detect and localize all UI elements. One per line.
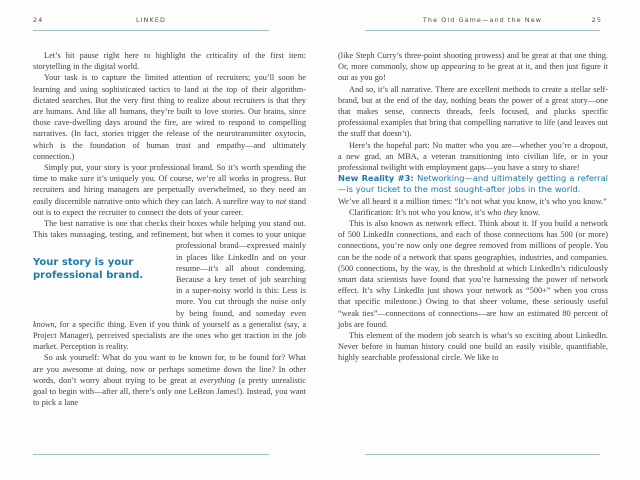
paragraph: Your task is to capture the limited attention of recruiters; you’ll soon be learning and using sophisticated tactics to land at the top of their algorithm-dictated searches. But the very first thing to realize about recruiters is that they are humans. And like all humans, they’re built to love stories. Our brains, since those cave-dwelling days around the fire, are wired to respond to compelling narratives. (In fact, stories trigger the release of the neurotransmitter oxytocin, which is the foundation of human trust and empathy—and ultimately connection.) [33, 73, 306, 161]
paragraph: Let’s hit pause right here to highlight the criticality of the first item: storytelling in the digital world. [33, 51, 306, 72]
header-rule [33, 30, 269, 31]
page-body [338, 50, 608, 364]
paragraph: Here’s the hopeful part: No matter who you are—whether you’re a dropout, a new grad, an MBA, a veteran transitioning into civilian life, or in your professional twilight with employment gaps—you have a story to share! [338, 140, 608, 173]
paragraph: This element of the modern job search is what’s so exciting about LinkedIn. Never before in human history could one build an easily visible, quantifiable, highly searchable professional circle. We like to [338, 331, 608, 363]
paragraph: This is also known as network effect. Think about it. If you build a network of 500 LinkedIn connections, and each of those connections has 500 (or more) connections, you’re now only one degree removed from millions of people. You can be the node of a network that spans geographies, industries, and companies. (500 connections, by the way, is the threshold at which LinkedIn’s ridiculously smart data scientists have found that you’re harnessing the power of network effect. It’s why LinkedIn just shows your network as “500+” when you cross that specific milestone.) Owing to that sheer volume, these seriously useful “weak ties”—connections of connections—are how an estimated 80 percent of jobs are found. [338, 219, 608, 329]
paragraph: Clarification: It’s not who you know, it’s who they know. [349, 207, 540, 217]
page-number: 24 [33, 16, 44, 24]
book-page-left [33, 0, 306, 480]
paragraph: We’ve all heard it a million times: “It’s not what you know, it’s who you know.” [338, 196, 607, 206]
book-page-right [338, 0, 608, 480]
footer-rule [365, 454, 600, 455]
paragraph [33, 218, 306, 352]
section-heading: New Reality #3: Networking—and ultimately getting a referral—is your ticket to the most sought-after jobs in the world. [338, 173, 608, 195]
page-number: 25 [591, 16, 602, 24]
body-text: mainly in places like LinkedIn and on your resume—it’s all about condensing. Because a key tenet of job searching in a super-noisy world is this: Less is more. You cut through the noise only by being found, and someday even known, for a specific thing. Even if you think of yourself as a generalist (say, a Project Manager), perceived specialists are the ones who get traction in the job market. Perception is reality. [33, 241, 306, 352]
footer-rule [33, 454, 269, 455]
paragraph: Simply put, your story is your professional brand. So it’s worth spending the time to make sure it’s uniquely you. Of course, we’re all works in progress. But recruiters and hiring managers are perpetually overwhelmed, so they need an easily discernible narrative onto which they can latch. A surefire way to not stand out is to expect the recruiter to connect the dots of your career. [33, 163, 306, 217]
page-body [33, 50, 306, 409]
body-text: The best narrative is one that checks their boxes while helping you stand out. This takes massaging, testing, and refinement, but when it comes to your unique professional brand—expressed [33, 219, 306, 251]
paragraph: (like Steph Curry’s three-point shooting prowess) and be great at that one thing. Or, more commonly, show up appearing to be great at it, and then just figure it out as you go! [338, 51, 608, 83]
pull-quote: Your story is your professional brand. [33, 257, 144, 282]
running-head: LINKED [136, 16, 166, 24]
header-rule [365, 30, 600, 31]
paragraph: So ask yourself: What do you want to be known for, to be found for? What are you awesome at doing, now or perhaps sometime down the line? In other words, don’t worry about trying to be great at everything (a pretty unrealistic goal to begin with—after all, there’s only one LeBron James!). Instead, you want to pick a lane [33, 353, 306, 408]
paragraph: And so, it’s all narrative. There are excellent methods to create a stellar self-brand, but at the end of the day, nothing beats the power of a great story—one that makes sense, connects threads, feels focused, and plucks specific professional examples that bring that compelling narrative to life (and leaves out the stuff that doesn’t). [338, 84, 608, 139]
running-head: The Old Game—and the New [422, 16, 543, 24]
